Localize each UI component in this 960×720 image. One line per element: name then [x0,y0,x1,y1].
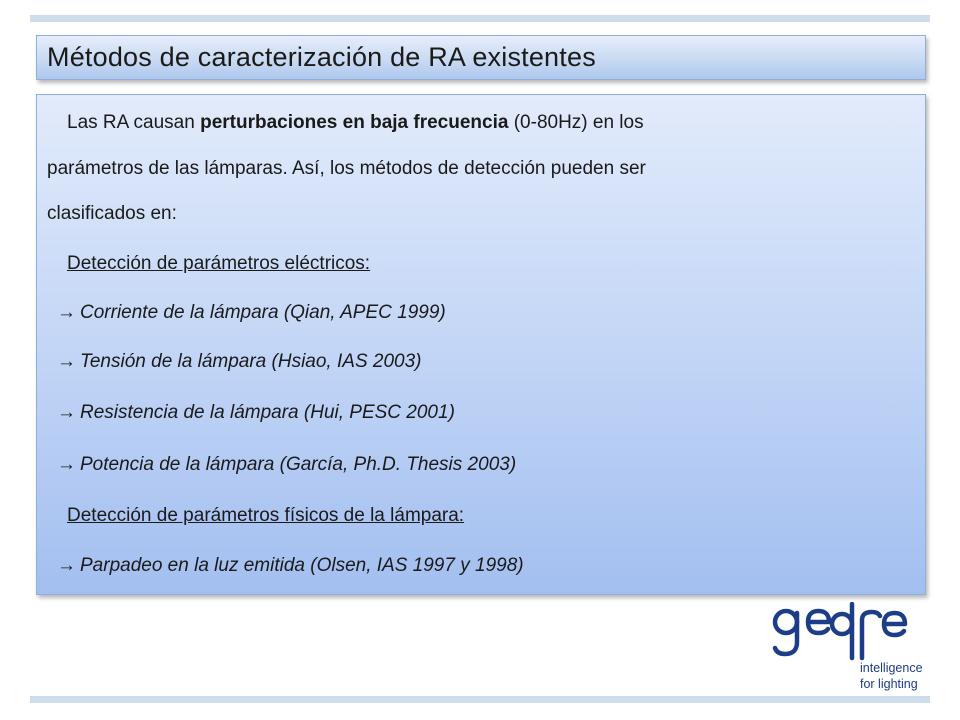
slide-title: Métodos de caracterización de RA existentes [47,42,596,72]
heading-electric: Detección de parámetros eléctricos: [67,253,371,274]
electric-item-text: Corriente de la lámpara (Qian, APEC 1999) [80,302,446,323]
intro-line-2: parámetros de las lámparas. Así, los métodos de detección pueden ser [47,158,646,179]
electric-item [57,454,516,476]
electric-item-text: Tensión de la lámpara (Hsiao, IAS 2003) [80,351,422,372]
title-box [36,35,926,80]
electric-item [57,351,422,373]
physical-item [57,555,524,577]
electric-item [57,302,446,324]
intro-line-3: clasificados en: [47,203,177,224]
arrow-right-icon: → [57,302,76,323]
content-box [36,94,926,595]
electric-item [57,402,455,424]
bottom-rule [30,696,930,703]
heading-physical: Detección de parámetros físicos de la lámpara: [67,505,465,526]
arrow-right-icon: → [57,454,76,475]
intro-pre-text: Las RA causan [67,112,201,133]
arrow-right-icon: → [57,351,76,372]
electric-item-text: Potencia de la lámpara (García, Ph.D. Thesis 2003) [80,454,517,475]
arrow-right-icon: → [57,555,76,576]
logo-tagline-1: intelligence [860,661,923,675]
electric-item-text: Resistencia de la lámpara (Hui, PESC 2001) [80,402,455,423]
intro-post-text: (0-80Hz) en los [508,112,644,133]
logo-tagline-2: for lighting [860,677,918,691]
arrow-right-icon: → [57,402,76,423]
intro-line-1 [67,112,644,134]
top-rule [30,15,930,22]
intro-bold-text: perturbaciones en baja frecuencia [200,112,509,133]
physical-item-text: Parpadeo en la luz emitida (Olsen, IAS 1997 y 1998) [80,555,524,576]
